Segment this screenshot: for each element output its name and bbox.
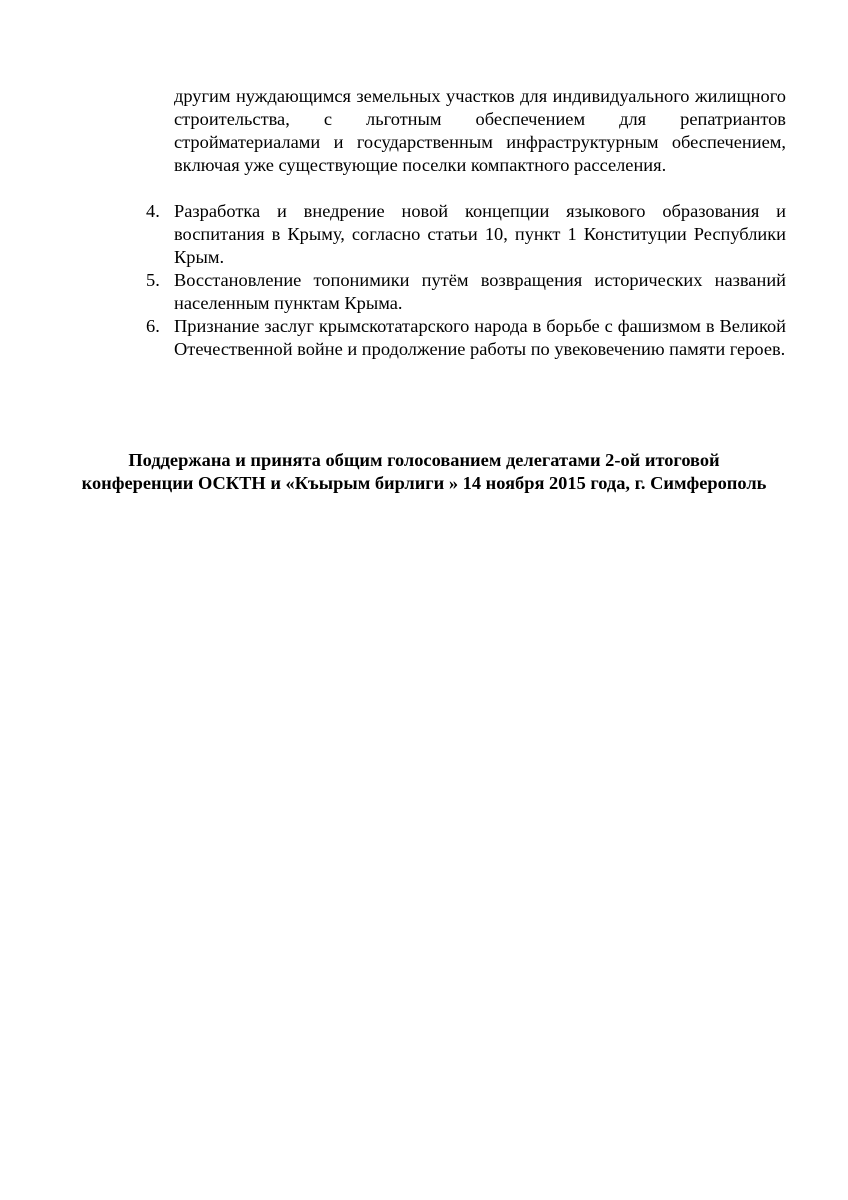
resolution-line-2: конференции ОСКТН и «Къырым бирлиги » 14 ноября 2015 года, г. Симферополь — [81, 473, 767, 493]
resolution-statement — [60, 449, 788, 495]
list-item — [146, 315, 786, 361]
list-item-text: Разработка и внедрение новой концепции языкового образования и воспитания в Крыму, согласно статьи 10, пункт 1 Конституции Республики Крым. — [174, 201, 786, 267]
list-item-text: Признание заслуг крымскотатарского народа в борьбе с фашизмом в Великой Отечественной войне и продолжение работы по увековечению памяти героев. — [174, 316, 786, 359]
list-item-text: Восстановление топонимики путём возвращения исторических названий населенным пунктам Крыма. — [174, 270, 786, 313]
numbered-list — [146, 200, 786, 361]
list-item — [146, 269, 786, 315]
list-item — [146, 200, 786, 269]
list-item-number: 6. — [146, 316, 160, 336]
continuation-paragraph: другим нуждающимся земельных участков для индивидуального жилищного строительства, с льготным обеспечением для репатриантов стройматериалами и государственным инфраструктурным обеспечением, включая уже существующие поселки компактного расселения. — [174, 86, 786, 175]
list-item-number: 4. — [146, 201, 160, 221]
resolution-line-1: Поддержана и принята общим голосованием делегатами 2-ой итоговой — [128, 450, 720, 470]
list-item-number: 5. — [146, 270, 160, 290]
